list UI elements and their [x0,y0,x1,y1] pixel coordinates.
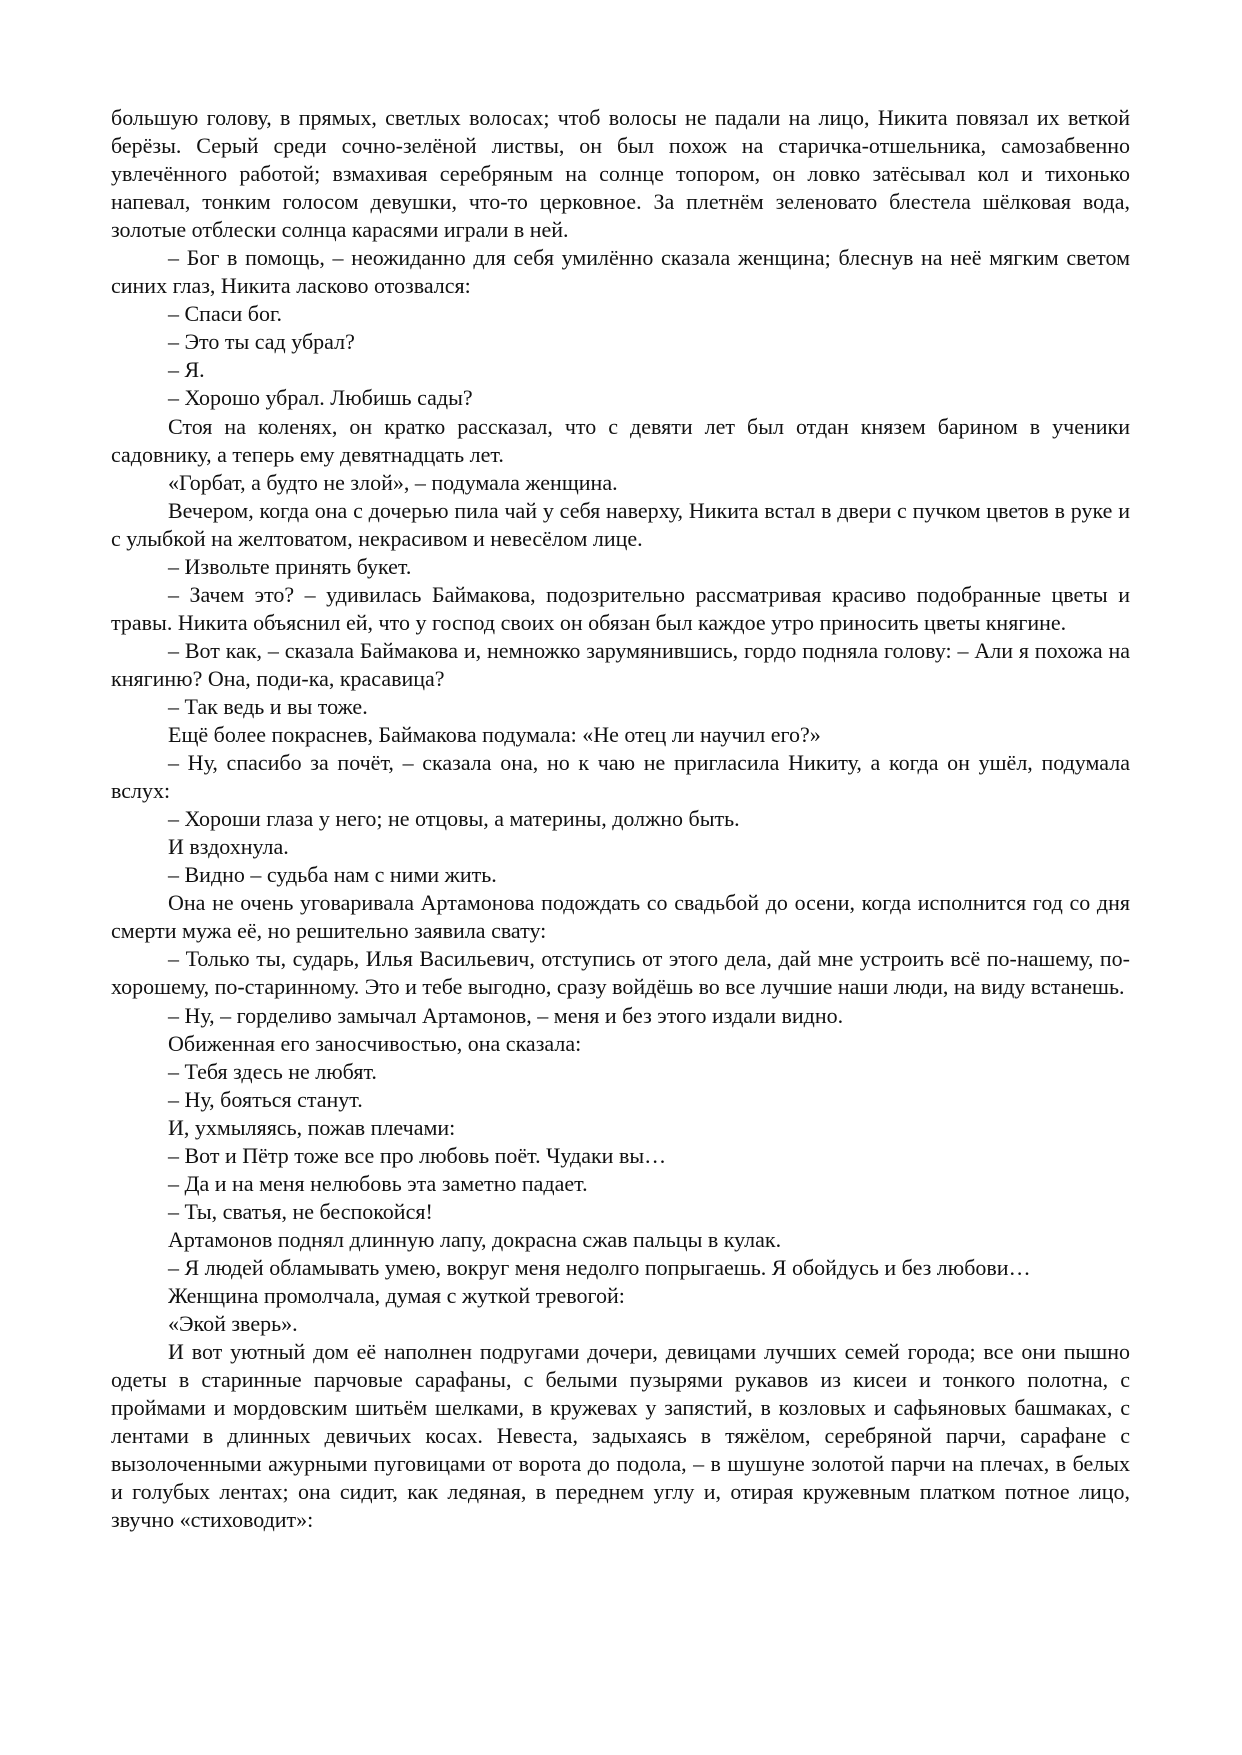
paragraph-16: – Хороши глаза у него; не отцовы, а материны, должно быть. [168,806,740,832]
paragraph-29: Артамонов поднял длинную лапу, докрасна сжав пальцы в кулак. [168,1226,782,1252]
paragraph-1: большую голову, в прямых, светлых волосах; чтоб волосы не падали на лицо, Никита повязал их веткой берёзы. Серый среди сочно-зелёной листвы, он был похож на старичка-отшельника, самозабвенно увлечённого работой; взмахивая серебряным на солнце топором, он ловко затёсывал кол и тихонько напевал, тонким голосом девушки, что-то церковное. За плетнём зеленовато блестела шёлковая вода, золотые отблески солнца карасями играли в ней. [111,105,1130,243]
paragraph-18: – Видно – судьба нам с ними жить. [168,862,497,888]
paragraph-19: Она не очень уговаривала Артамонова подождать со свадьбой до осени, когда исполнится год со дня смерти мужа её, но решительно заявила свату: [111,890,1130,944]
paragraph-11: – Зачем это? – удивилась Баймакова, подозрительно рассматривая красиво подобранные цветы и травы. Никита объяснил ей, что у господ своих он обязан был каждое утро приносить цветы княгине. [111,581,1130,635]
paragraph-9: Вечером, когда она с дочерью пила чай у себя наверху, Никита встал в двери с пучком цветов в руке и с улыбкой на желтоватом, некрасивом и невесёлом лице. [111,497,1130,551]
paragraph-3: – Спаси бог. [168,301,282,327]
paragraph-28: – Ты, сватья, не беспокойся! [168,1198,433,1224]
paragraph-25: И, ухмыляясь, пожав плечами: [168,1114,456,1140]
paragraph-6: – Хорошо убрал. Любишь сады? [168,385,473,411]
paragraph-13: – Так ведь и вы тоже. [168,693,368,719]
paragraph-26: – Вот и Пётр тоже все про любовь поёт. Чудаки вы… [168,1142,667,1168]
paragraph-2: – Бог в помощь, – неожиданно для себя умилённо сказала женщина; блеснув на неё мягким светом синих глаз, Никита ласково отозвался: [111,245,1130,299]
paragraph-22: Обиженная его заносчивостью, она сказала: [168,1030,582,1056]
paragraph-8: «Горбат, а будто не злой», – подумала женщина. [168,469,618,495]
paragraph-33: И вот уютный дом её наполнен подругами дочери, девицами лучших семей города; все они пышно одеты в старинные парчовые сарафаны, с белыми пузырями рукавов из кисеи и тонкого полотна, с проймами и мордовским шитьём шелками, в кружевах у запястий, в козловых и сафьяновых башмаках, с лентами в длинных девичьих косах. Невеста, задыхаясь в тяжёлом, серебряной парчи, сарафане с вызолоченными ажурными пуговицами от ворота до подола, – в шушуне золотой парчи на плечах, в белых и голубых лентах; она сидит, как ледяная, в переднем углу и, отирая кружевным платком потное лицо, звучно «стиховодит»: [111,1339,1130,1533]
paragraph-32: «Экой зверь». [168,1311,298,1337]
paragraph-4: – Это ты сад убрал? [168,329,355,355]
paragraph-17: И вздохнула. [168,834,289,860]
paragraph-23: – Тебя здесь не любят. [168,1058,377,1084]
paragraph-7: Стоя на коленях, он кратко рассказал, что с девяти лет был отдан князем барином в ученики садовнику, а теперь ему девятнадцать лет. [111,413,1130,467]
paragraph-14: Ещё более покраснев, Баймакова подумала: «Не отец ли научил его?» [168,722,821,748]
document-page [111,104,1130,1534]
paragraph-12: – Вот как, – сказала Баймакова и, немножко зарумянившись, гордо подняла голову: – Али я похожа на княгиню? Она, поди-ка, красавица? [111,637,1130,691]
paragraph-27: – Да и на меня нелюбовь эта заметно падает. [168,1170,588,1196]
paragraph-21: – Ну, – горделиво замычал Артамонов, – меня и без этого издали видно. [168,1002,844,1028]
paragraph-15: – Ну, спасибо за почёт, – сказала она, но к чаю не пригласила Никиту, а когда он ушёл, подумала вслух: [111,750,1130,804]
paragraph-31: Женщина промолчала, думая с жуткой тревогой: [168,1282,625,1308]
paragraph-24: – Ну, бояться станут. [168,1086,363,1112]
paragraph-30: – Я людей обламывать умею, вокруг меня недолго попрыгаешь. Я обойдусь и без любови… [168,1254,1031,1280]
paragraph-10: – Извольте принять букет. [168,553,412,579]
paragraph-5: – Я. [168,357,205,383]
paragraph-20: – Только ты, сударь, Илья Васильевич, отступись от этого дела, дай мне устроить всё по-нашему, по-хорошему, по-старинному. Это и тебе выгодно, сразу войдёшь во все лучшие наши люди, на виду встанешь. [111,946,1130,1000]
